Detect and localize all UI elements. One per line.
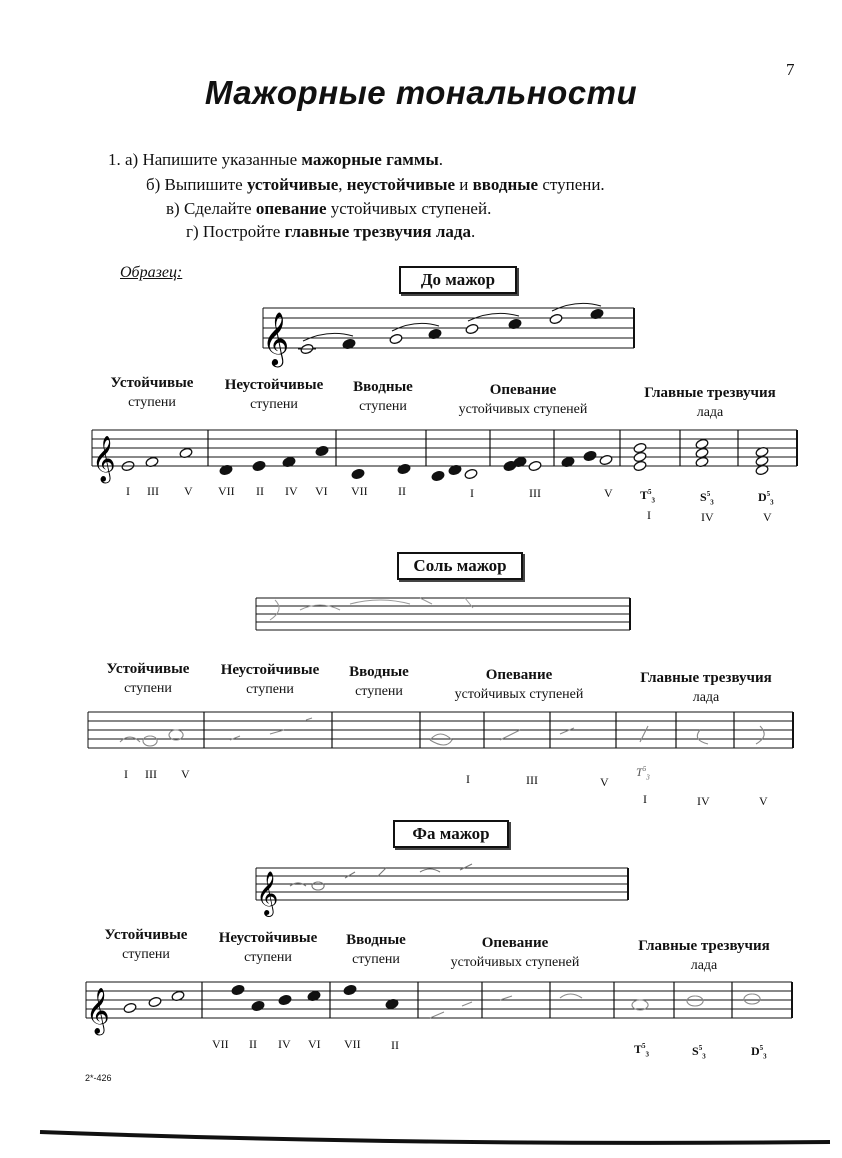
instruction-b: б) Выпишите устойчивые, неустойчивые и вводные ступени. (146, 175, 605, 194)
degree-label: I (126, 484, 130, 498)
treble-clef-icon: 𝄞 (86, 988, 110, 1034)
slur (468, 313, 519, 321)
header-triads-3: Главные трезвучия лада (638, 938, 770, 973)
leading-note (343, 984, 357, 996)
unstable-note (252, 460, 266, 472)
unstable-note (231, 984, 245, 996)
triad-symbol-d: $D^5_3$ (758, 490, 774, 507)
instruction-a: 1. а) Напишите указанные мажорные гаммы. (108, 150, 443, 169)
slur (303, 333, 353, 341)
leading-note (351, 468, 365, 480)
triad-symbol-d: $D^5_3$ (751, 1044, 767, 1061)
degree-label: I (470, 486, 474, 500)
ornament-note (528, 460, 542, 472)
degree-label: VII (212, 1037, 229, 1051)
handwritten-notes (270, 598, 473, 620)
header-ornament-2: Опевание устойчивых ступеней (454, 667, 584, 702)
triad-degree: IV (697, 794, 710, 808)
slur (552, 303, 601, 311)
degree-label: VII (218, 484, 235, 498)
triad-degree: V (759, 794, 768, 808)
leading-note (397, 463, 411, 475)
handwritten-notes (430, 726, 764, 745)
triad-symbol-s: $S^5_3$ (692, 1044, 706, 1061)
header-leading-3: Вводные ступени (346, 932, 406, 967)
header-stable-2: Устойчивые ступени (106, 661, 190, 696)
header-unstable-3: Неустойчивые ступени (218, 930, 318, 965)
page-number: 7 (786, 60, 795, 79)
sample-label: Образец: (120, 264, 183, 281)
header-ornament-1: Опевание устойчивых ступеней (458, 382, 588, 417)
degree-label: II (398, 484, 406, 498)
header-unstable-1: Неустойчивые ступени (224, 377, 324, 412)
ornament-note (464, 468, 478, 480)
header-stable-1: Устойчивые ступени (110, 375, 194, 410)
degree-label: I (466, 772, 470, 786)
degree-label: V (184, 484, 193, 498)
slur (392, 323, 439, 331)
degree-label: V (600, 775, 609, 789)
ornament-note (431, 470, 445, 482)
header-triads-1: Главные трезвучия лада (644, 385, 776, 420)
header-stable-3: Устойчивые ступени (104, 927, 188, 962)
unstable-note (251, 1000, 265, 1012)
degree-label: VI (308, 1037, 321, 1051)
handwritten-notes (120, 718, 312, 746)
triad-note (633, 442, 647, 454)
triad-note (633, 460, 647, 472)
header-triads-2: Главные трезвучия лада (640, 670, 772, 705)
unstable-note (315, 445, 329, 457)
triad-degree: I (647, 508, 651, 522)
key-box-f-major: Фа мажор (393, 820, 509, 848)
unstable-note (278, 994, 292, 1006)
stable-note (123, 1002, 137, 1014)
degree-label: VII (344, 1037, 361, 1051)
treble-clef-icon: 𝄞 (262, 311, 290, 365)
scale-note (465, 323, 479, 335)
triad-note (633, 451, 647, 463)
footer-code: 2*-426 (85, 1073, 112, 1083)
degree-label: I (124, 767, 128, 781)
ornament-note (599, 454, 613, 466)
triad-symbol-handwritten: $T^5_3$ (636, 765, 650, 782)
ornament-note (583, 450, 597, 462)
stable-note (148, 996, 162, 1008)
triad-degree: I (643, 792, 647, 806)
scale-note (389, 333, 403, 345)
triad-degree: V (763, 510, 772, 524)
triad-degree: IV (701, 510, 714, 524)
header-ornament-3: Опевание устойчивых ступеней (450, 935, 580, 970)
treble-clef-icon: 𝄞 (92, 436, 116, 482)
key-box-g-major: Соль мажор (397, 552, 523, 580)
handwritten-notes (430, 994, 760, 1018)
treble-clef-icon: 𝄞 (256, 871, 279, 915)
degree-label: IV (285, 484, 298, 498)
degree-label: III (529, 486, 541, 500)
degree-label: II (256, 484, 264, 498)
degree-label: II (249, 1037, 257, 1051)
degree-label: III (147, 484, 159, 498)
triad-symbol-s: $S^5_3$ (700, 490, 714, 507)
key-box-c-major: До мажор (399, 266, 517, 294)
page-edge (40, 1132, 830, 1143)
instruction-v: в) Сделайте опевание устойчивых ступеней. (166, 199, 492, 218)
header-leading-1: Вводные ступени (353, 379, 413, 414)
triad-symbol-t: $T^5_3$ (634, 1042, 650, 1059)
triad-symbol-t: $T^5_3$ (640, 488, 656, 505)
instruction-g: г) Постройте главные трезвучия лада. (186, 222, 476, 241)
degree-label: V (604, 486, 613, 500)
degree-label: III (145, 767, 157, 781)
degree-label: V (181, 767, 190, 781)
degree-label: IV (278, 1037, 291, 1051)
header-leading-2: Вводные ступени (349, 664, 409, 699)
degree-label: II (391, 1038, 399, 1052)
degree-label: VII (351, 484, 368, 498)
degree-label: III (526, 773, 538, 787)
page-title: Мажорные тональности (204, 74, 638, 111)
scale-note (549, 313, 563, 325)
header-unstable-2: Неустойчивые ступени (220, 662, 320, 697)
degree-label: VI (315, 484, 328, 498)
